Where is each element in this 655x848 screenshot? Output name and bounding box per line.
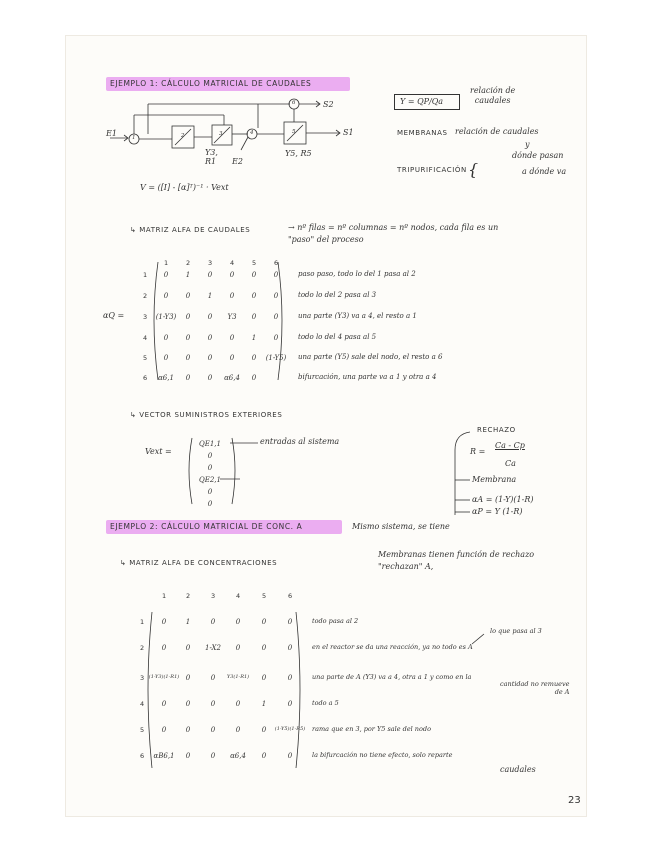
matrix-cell: 0 bbox=[251, 313, 257, 321]
rechazo-numerator: Ca - Cp bbox=[495, 441, 525, 450]
conc-note2-extra: lo que pasa al 3 bbox=[490, 627, 542, 635]
row-note: todo pasa al 2 bbox=[312, 617, 359, 625]
matrix-cell: 0 bbox=[261, 752, 267, 760]
row-header: 3 bbox=[143, 313, 148, 321]
row-note: todo lo del 2 pasa al 3 bbox=[298, 291, 377, 299]
matrix-cell: 0 bbox=[163, 354, 169, 362]
diagram-node-4: 4 bbox=[250, 130, 254, 136]
matrix-cell: Y3(1-R1) bbox=[226, 674, 250, 680]
matrix-cell: 0 bbox=[273, 271, 279, 279]
col-header: 2 bbox=[186, 592, 191, 600]
vector-entry: QE1,1 bbox=[199, 440, 221, 448]
matrix-cell: (1-Y3)(1-R1) bbox=[148, 674, 180, 680]
matrix-cell: 0 bbox=[163, 334, 169, 342]
matrix-cell: 0 bbox=[207, 354, 213, 362]
diagram-node-6: 6 bbox=[292, 100, 296, 106]
matrix-cell: 0 bbox=[229, 271, 235, 279]
col-header: 5 bbox=[252, 259, 257, 267]
diagram-y5r5: Y5, R5 bbox=[285, 149, 312, 158]
row-header: 2 bbox=[143, 292, 148, 300]
row-note: la bifurcación no tiene efecto, solo reparte bbox=[312, 751, 453, 759]
vector-equation: V = ([I] - [α]ᵀ)⁻¹ · Vext bbox=[140, 183, 229, 192]
col-header: 4 bbox=[236, 592, 241, 600]
matrix-cell: 0 bbox=[185, 700, 191, 708]
matrix-cell: 1 bbox=[261, 700, 267, 708]
matrix-cell: 0 bbox=[163, 292, 169, 300]
matrix-cell: 0 bbox=[161, 726, 167, 734]
matrix-cell: 0 bbox=[185, 313, 191, 321]
rechazo-formula-a: αA = (1-Y)(1-R) bbox=[472, 495, 534, 504]
matrix-cell: 0 bbox=[235, 618, 241, 626]
matrix-cell: 0 bbox=[261, 674, 267, 682]
matrix-cell: 1 bbox=[251, 334, 257, 342]
matrix-alfa-heading: ↳ MATRIZ ALFA DE CAUDALES bbox=[130, 226, 251, 234]
matrix-cell: 0 bbox=[229, 334, 235, 342]
matrix-cell: α6,1 bbox=[158, 374, 174, 382]
matrix-cell: (1-Y5) bbox=[265, 354, 287, 362]
row-note: rama que en 3, por Y5 sale del nodo bbox=[312, 725, 431, 733]
matrix-cell: (1-Y3) bbox=[155, 313, 177, 321]
vector-entry: QE2,1 bbox=[199, 476, 221, 484]
membranas-y: y bbox=[525, 140, 530, 149]
row-note: paso paso, todo lo del 1 pasa al 2 bbox=[298, 270, 416, 278]
row-header: 4 bbox=[143, 334, 148, 342]
row-header: 3 bbox=[140, 674, 145, 682]
rechazo-title: RECHAZO bbox=[477, 426, 516, 434]
matrix-cell: 0 bbox=[161, 644, 167, 652]
row-note: todo lo del 4 pasa al 5 bbox=[298, 333, 377, 341]
matrix-conc-heading: ↳ MATRIZ ALFA DE CONCENTRACIONES bbox=[120, 559, 278, 567]
col-header: 1 bbox=[162, 592, 167, 600]
row-header: 2 bbox=[140, 644, 145, 652]
matrix-cell: αB6,1 bbox=[153, 752, 175, 760]
matrix-cell: 0 bbox=[261, 644, 267, 652]
formula-note: relación de caudales bbox=[470, 86, 516, 106]
matrix-cell: 0 bbox=[287, 618, 293, 626]
row-note: una parte (Y3) va a 4, el resto a 1 bbox=[298, 312, 417, 320]
diagram-e1: E1 bbox=[106, 129, 117, 138]
vector-entry: 0 bbox=[207, 452, 213, 460]
row-note: todo a 5 bbox=[312, 699, 339, 707]
matrix-conc-top-note: Membranas tienen función de rechazo "rechazan" A, bbox=[378, 550, 535, 571]
vector-entry: 0 bbox=[207, 488, 213, 496]
matrix-cell: 0 bbox=[251, 271, 257, 279]
matrix-cell: 0 bbox=[161, 700, 167, 708]
matrix-cell: 0 bbox=[210, 618, 216, 626]
rechazo-denominator: Ca bbox=[505, 459, 516, 468]
page-number: 23 bbox=[568, 795, 581, 806]
matrix-cell: 0 bbox=[287, 752, 293, 760]
formula-box-text: Y = QP/Qa bbox=[400, 97, 444, 106]
tripurificacion-note: a dónde va bbox=[522, 167, 567, 176]
matrix-cell: 0 bbox=[210, 726, 216, 734]
matrix-cell: α6,4 bbox=[224, 374, 240, 382]
rechazo-formula-r: R = bbox=[470, 447, 486, 456]
col-header: 2 bbox=[186, 259, 191, 267]
vector-symbol: Vext = bbox=[145, 447, 172, 456]
matrix-cell: 0 bbox=[287, 674, 293, 682]
matrix-cell: 0 bbox=[161, 618, 167, 626]
matrix-cell: 1 bbox=[185, 618, 191, 626]
col-header: 3 bbox=[211, 592, 216, 600]
membranas-note: relación de caudales bbox=[455, 127, 539, 136]
matrix-cell: 0 bbox=[207, 374, 213, 382]
row-header: 1 bbox=[140, 618, 145, 626]
matrix-cell: 0 bbox=[185, 752, 191, 760]
alfa-symbol: αQ = bbox=[103, 311, 125, 320]
example2-note: Mismo sistema, se tiene bbox=[352, 522, 450, 531]
conc-note3-extra: cantidad no remueve de A bbox=[500, 680, 570, 697]
matrix-cell: 0 bbox=[261, 726, 267, 734]
rechazo-formula-p: αP = Y (1-R) bbox=[472, 507, 523, 516]
matrix-cell: 0 bbox=[185, 374, 191, 382]
row-header: 6 bbox=[140, 752, 145, 760]
row-header: 5 bbox=[143, 354, 148, 362]
matrix-cell: 0 bbox=[273, 313, 279, 321]
matrix-cell: 1 bbox=[207, 292, 213, 300]
matrix-cell: 0 bbox=[185, 726, 191, 734]
row-note: en el reactor se da una reacción, ya no todo es A bbox=[312, 643, 473, 651]
col-header: 3 bbox=[208, 259, 213, 267]
col-header: 1 bbox=[164, 259, 169, 267]
diagram-s2: S2 bbox=[323, 100, 334, 109]
matrix-cell: 0 bbox=[185, 334, 191, 342]
row-header: 6 bbox=[143, 374, 148, 382]
matrix-cell: 0 bbox=[185, 644, 191, 652]
row-header: 1 bbox=[143, 271, 148, 279]
matrix-cell: 0 bbox=[287, 700, 293, 708]
diagram-node-2: 2 bbox=[181, 133, 185, 139]
vector-note: entradas al sistema bbox=[260, 437, 340, 446]
col-header: 5 bbox=[262, 592, 267, 600]
matrix-cell: 0 bbox=[235, 726, 241, 734]
matrix-cell: (1-Y5)(1-R5) bbox=[274, 726, 306, 732]
donde-pasan: dónde pasan bbox=[512, 151, 564, 160]
diagram-node-5: 5 bbox=[292, 129, 296, 135]
col-header: 4 bbox=[230, 259, 235, 267]
matrix-cell: 0 bbox=[287, 644, 293, 652]
row-header: 4 bbox=[140, 700, 145, 708]
matrix-cell: 0 bbox=[261, 618, 267, 626]
col-header: 6 bbox=[274, 259, 279, 267]
brace-icon: { bbox=[468, 160, 479, 179]
example2-title: EJEMPLO 2: CÁLCULO MATRICIAL DE CONC. A bbox=[110, 522, 303, 531]
matrix-cell: Y3 bbox=[227, 313, 237, 321]
matrix-cell: 0 bbox=[251, 292, 257, 300]
matrix-cell: 0 bbox=[229, 292, 235, 300]
diagram-y3r1: Y3, R1 bbox=[205, 148, 218, 166]
example1-title: EJEMPLO 1: CÁLCULO MATRICIAL DE CAUDALES bbox=[110, 79, 312, 88]
matrix-cell: 0 bbox=[185, 674, 191, 682]
diagram-s1: S1 bbox=[343, 128, 354, 137]
matrix-cell: 0 bbox=[185, 292, 191, 300]
diagram-node-1: 1 bbox=[132, 135, 136, 141]
diagram-e2: E2 bbox=[232, 157, 243, 166]
matrix-cell: 0 bbox=[235, 644, 241, 652]
row-note: una parte (Y5) sale del nodo, el resto a 6 bbox=[298, 353, 443, 361]
matrix-cell: 0 bbox=[207, 271, 213, 279]
matrix-alfa-note: → nº filas = nº columnas = nº nodos, cada fila es un "paso" del proceso bbox=[288, 223, 499, 244]
matrix-cell: 0 bbox=[210, 674, 216, 682]
matrix-cell: 0 bbox=[235, 700, 241, 708]
diagram-node-3: 3 bbox=[219, 131, 223, 137]
matrix-cell: 0 bbox=[251, 374, 257, 382]
membranas-label: MEMBRANAS bbox=[397, 129, 448, 137]
matrix-cell: 0 bbox=[207, 334, 213, 342]
matrix-cell: 0 bbox=[210, 700, 216, 708]
row-header: 5 bbox=[140, 726, 145, 734]
vector-entry: 0 bbox=[207, 500, 213, 508]
matrix-cell: 0 bbox=[251, 354, 257, 362]
matrix-cell: 0 bbox=[273, 292, 279, 300]
col-header: 6 bbox=[288, 592, 293, 600]
conc-note6-extra: caudales bbox=[500, 765, 536, 774]
matrix-cell: 1 bbox=[185, 271, 191, 279]
row-note: bifurcación, una parte va a 1 y otra a 4 bbox=[298, 373, 437, 381]
matrix-cell: 0 bbox=[229, 354, 235, 362]
tripurificacion-label: TRIPURIFICACIÓN bbox=[397, 166, 467, 174]
matrix-cell: 0 bbox=[210, 752, 216, 760]
matrix-cell: 0 bbox=[185, 354, 191, 362]
vector-heading: ↳ VECTOR SUMINISTROS EXTERIORES bbox=[130, 411, 283, 419]
matrix-cell: 0 bbox=[273, 334, 279, 342]
matrix-cell: 0 bbox=[207, 313, 213, 321]
matrix-cell: 1-X2 bbox=[204, 644, 222, 652]
vector-entry: 0 bbox=[207, 464, 213, 472]
matrix-cell: α6,4 bbox=[230, 752, 246, 760]
row-note: una parte de A (Y3) va a 4, otra a 1 y como en la bbox=[312, 673, 472, 681]
rechazo-membrana: Membrana bbox=[472, 475, 517, 484]
matrix-cell: 0 bbox=[163, 271, 169, 279]
